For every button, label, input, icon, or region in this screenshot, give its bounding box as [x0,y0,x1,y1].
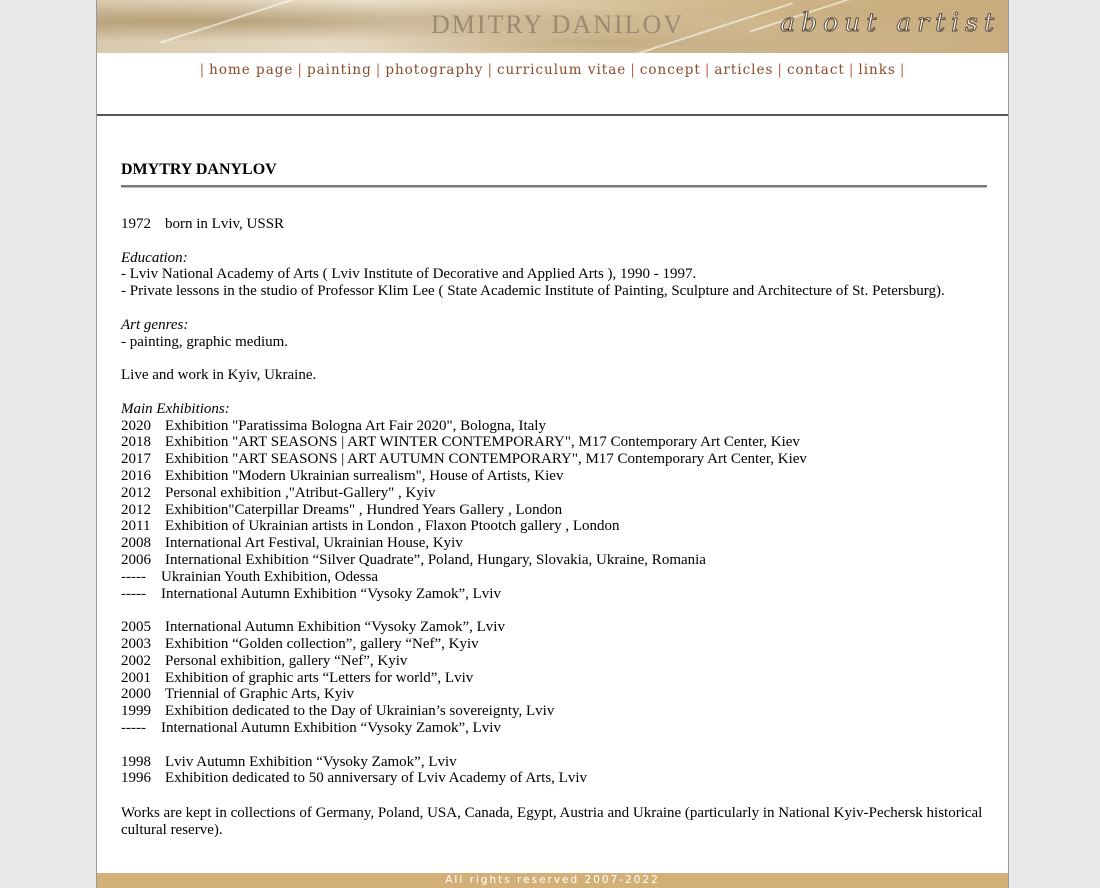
exhibition-row [121,552,991,569]
nav-separator: | [297,62,303,78]
nav-link-concept[interactable]: concept [639,62,701,78]
exhibition-row [121,569,991,586]
header-divider [97,114,1008,116]
exhibition-text: Ukrainian Youth Exhibition, Odessa [161,568,379,585]
nav-link-curriculum-vitae[interactable]: curriculum vitae [497,62,627,78]
cv-content [121,160,991,839]
exhibition-year: 2012 [121,484,151,501]
education-item: - Private lessons in the studio of Professor Klim Lee ( State Academic Institute of Painting, Sculpture and Architecture of St. Petersburg). [121,283,945,300]
main-nav [97,62,1008,78]
exhibition-text: Exhibition "Paratissima Bologna Art Fair 2020", Bologna, Italy [165,417,546,434]
exhibition-year: 2006 [121,551,151,568]
exhibitions-list-1 [121,418,991,603]
exhibition-text: Exhibition of graphic arts “Letters for world”, Lviv [165,669,474,686]
exhibition-row [121,468,991,485]
exhibition-row [121,619,991,636]
exhibitions-list-3 [121,754,991,788]
footer: All rights reserved 2007-2022 [97,873,1008,888]
exhibition-text: International Autumn Exhibition “Vysoky Zamok”, Lviv [161,585,501,602]
exhibition-year: 2017 [121,451,151,468]
nav-separator: | [199,62,206,78]
exhibition-row [121,770,991,787]
nav-separator: | [899,62,906,78]
nav-separator: | [375,62,382,78]
exhibition-year: 2002 [121,652,151,669]
born-text: born in Lviv, USSR [165,216,285,232]
exhibition-year: 2012 [121,501,151,518]
exhibitions-heading: Main Exhibitions: [121,400,230,417]
header-banner [97,0,1008,53]
exhibition-year: 2018 [121,434,151,451]
exhibition-row [121,720,991,737]
exhibition-row [121,653,991,670]
exhibition-year: ----- [121,568,146,585]
exhibition-year: ----- [121,585,146,602]
exhibition-text: Exhibition of Ukrainian artists in London , Flaxon Ptootch gallery , London [165,518,620,535]
section-tag: about artist [780,8,1000,37]
nav-link-links[interactable]: links [858,62,896,78]
nav-link-contact[interactable]: contact [786,62,845,78]
exhibition-text: Exhibition "ART SEASONS | ART WINTER CONTEMPORARY", M17 Contemporary Art Center, Kiev [165,434,800,451]
nav-separator: | [704,62,711,78]
exhibition-year: 2005 [121,619,151,636]
exhibition-text: Exhibition"Caterpillar Dreams" , Hundred Years Gallery , London [165,501,563,518]
exhibition-text: Exhibition “Golden collection”, gallery “Nef”, Kyiv [165,635,479,652]
exhibition-row [121,485,991,502]
exhibition-text: Exhibition "ART SEASONS | ART AUTUMN CONTEMPORARY", M17 Contemporary Art Center, Kiev [165,451,807,468]
nav-separator: | [487,62,493,78]
nav-link-painting[interactable]: painting [306,62,372,78]
exhibition-year: ----- [121,719,146,736]
exhibition-year: 1999 [121,703,151,720]
live-text: Live and work in Kyiv, Ukraine. [121,367,317,384]
exhibition-row [121,502,991,519]
exhibition-row [121,451,991,468]
exhibition-year: 2008 [121,535,151,552]
nav-link-home-page[interactable]: home page [209,62,294,78]
exhibition-row [121,686,991,703]
nav-separator: | [848,62,855,78]
exhibition-year: 2016 [121,467,151,484]
nav-link-photography[interactable]: photography [385,62,484,78]
exhibition-text: Personal exhibition ,"Atribut-Gallery" , Kyiv [165,484,436,501]
exhibition-year: 1996 [121,770,151,787]
exhibition-row [121,518,991,535]
exhibition-year: 2001 [121,669,151,686]
nav-separator: | [630,62,636,78]
exhibition-year: 2000 [121,686,151,703]
exhibition-text: Exhibition dedicated to 50 anniversary of Lviv Academy of Arts, Lviv [165,770,587,787]
site-title: DMITRY DANILOV [431,10,685,39]
exhibition-text: Personal exhibition, gallery “Nef”, Kyiv [165,652,408,669]
exhibition-row [121,434,991,451]
exhibition-row [121,636,991,653]
exhibition-row [121,703,991,720]
nav-separator: | [777,62,783,78]
education-item: - Lviv National Academy of Arts ( Lviv Institute of Decorative and Applied Arts ), 1990 - 1997. [121,266,697,283]
exhibition-text: Exhibition dedicated to the Day of Ukrainian’s sovereignty, Lviv [165,703,555,720]
exhibition-year: 2020 [121,417,151,434]
education-heading: Education: [121,249,188,266]
exhibition-year: 2011 [121,518,151,535]
page [96,0,1009,888]
exhibition-year: 1998 [121,753,151,770]
exhibition-text: Lviv Autumn Exhibition “Vysoky Zamok”, Lviv [165,753,457,770]
exhibition-text: Triennial of Graphic Arts, Kyiv [165,686,355,703]
exhibition-text: Exhibition "Modern Ukrainian surrealism", House of Artists, Kiev [165,467,564,484]
exhibition-text: International Autumn Exhibition “Vysoky Zamok”, Lviv [161,719,501,736]
exhibition-row [121,418,991,435]
exhibitions-list-2 [121,619,991,737]
artist-name: DMYTRY DANYLOV [121,161,277,178]
exhibition-text: International Exhibition “Silver Quadrate”, Poland, Hungary, Slovakia, Ukraine, Romania [165,551,706,568]
exhibition-text: International Art Festival, Ukrainian House, Kyiv [165,535,463,552]
exhibition-year: 2003 [121,635,151,652]
born-year: 1972 [121,216,151,232]
collections-text: Works are kept in collections of Germany, Poland, USA, Canada, Egypt, Austria and Ukraine (particularly in National Kyiv-Pechersk historical cultural reserve). [121,805,983,838]
genres-text: - painting, graphic medium. [121,333,289,350]
genres-heading: Art genres: [121,316,189,333]
exhibition-text: International Autumn Exhibition “Vysoky Zamok”, Lviv [165,619,505,636]
nav-link-articles[interactable]: articles [714,62,774,78]
exhibition-row [121,670,991,687]
exhibition-row [121,754,991,771]
exhibition-row [121,535,991,552]
exhibition-row [121,586,991,603]
born-row [121,216,991,233]
